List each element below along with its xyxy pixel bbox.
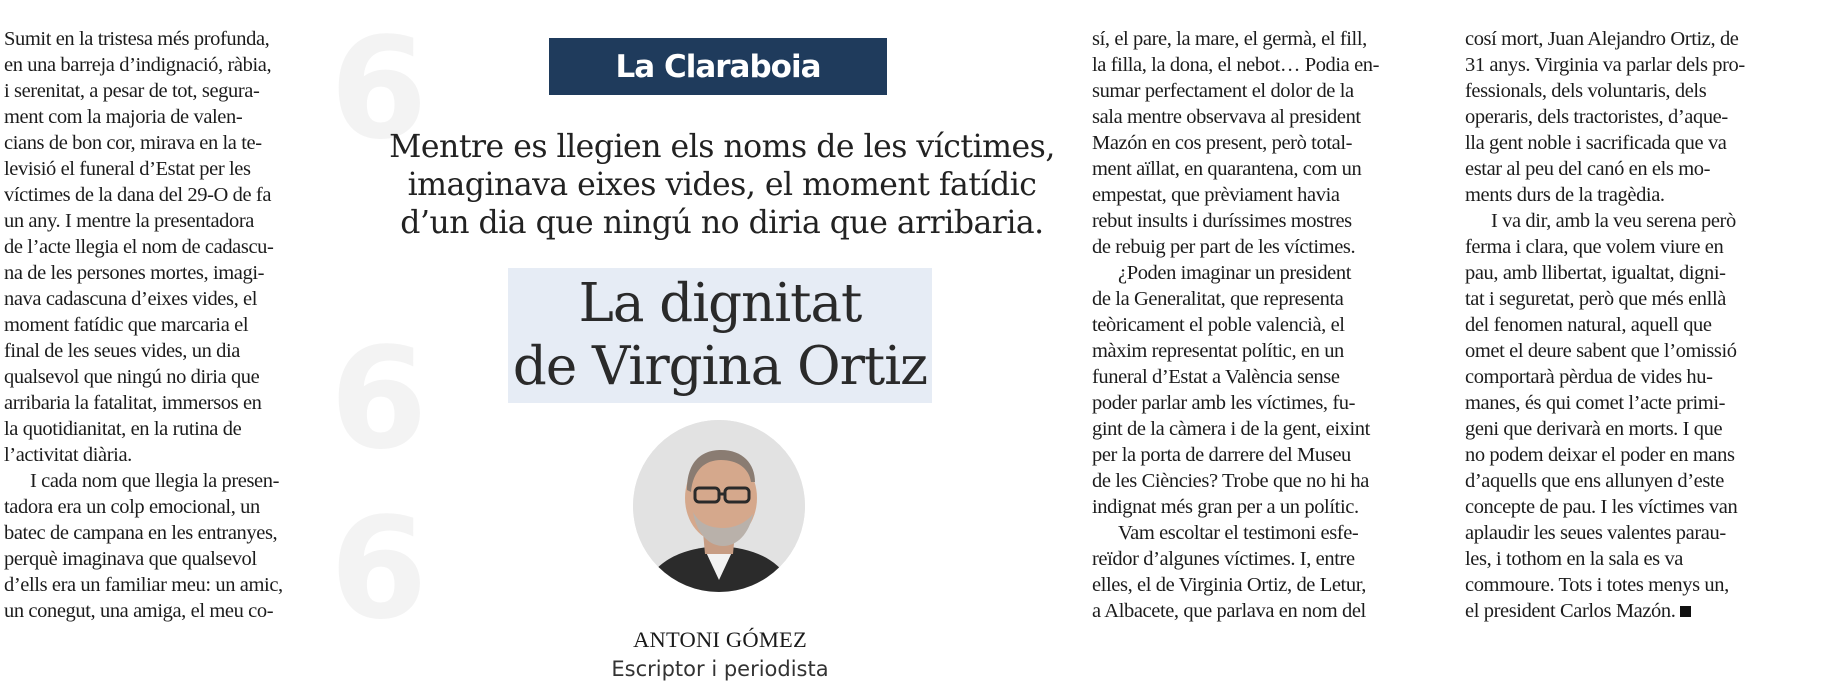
- body-text-line: elles, el de Virginia Ortiz, de Letur,: [1092, 574, 1367, 596]
- lede-line: d’un dia que ningú no diria que arribaria.: [400, 205, 1044, 241]
- body-text-line: lla gent noble i sacrificada que va: [1465, 132, 1727, 154]
- body-text-line: levisió el funeral d’Estat per les: [4, 158, 251, 180]
- body-text-line: de l’acte llegia el nom de cadascu-: [4, 236, 274, 258]
- body-text-line: I va dir, amb la veu serena però: [1491, 210, 1736, 232]
- background-watermark: 6: [330, 488, 428, 651]
- author-photo: [633, 420, 805, 592]
- body-text-line: gint de la càmera i de la gent, eixint: [1092, 418, 1370, 440]
- body-text-line: la filla, la dona, el nebot… Podia en-: [1092, 54, 1380, 76]
- body-text-line: operaris, dels tractoristes, d’aque-: [1465, 106, 1728, 128]
- body-text-line: el president Carlos Mazón.: [1465, 598, 1830, 624]
- body-text-line: 31 anys. Virginia va parlar dels pro-: [1465, 54, 1745, 76]
- body-text-line: empestat, que prèviament havia: [1092, 184, 1340, 206]
- article-column-1: [4, 26, 344, 624]
- article-column-2: [1092, 26, 1454, 624]
- body-text-line: ments durs de la tragèdia.: [1465, 184, 1665, 206]
- body-text-line: omet el deure sabent que l’omissió: [1465, 340, 1737, 362]
- body-text-line: reïdor d’algunes víctimes. I, entre: [1092, 548, 1355, 570]
- body-text-line: cians de bon cor, mirava en la te-: [4, 132, 262, 154]
- body-text-line: ferma i clara, que volem viure en: [1465, 236, 1724, 258]
- lede-quote: [372, 128, 1072, 242]
- body-text-line: sala mentre observava al president: [1092, 106, 1361, 128]
- body-text-line: arribaria la fatalitat, immersos en: [4, 392, 262, 414]
- lede-line: Mentre es llegien els noms de les víctimes,: [389, 129, 1055, 165]
- body-text-line: perquè imaginava que qualsevol: [4, 548, 257, 570]
- headline-line: de Virgina Ortiz: [512, 336, 928, 397]
- body-text-line: víctimes de la dana del 29-O de fa: [4, 184, 272, 206]
- body-text-line: tat i seguretat, però que més enllà: [1465, 288, 1726, 310]
- body-text-line: indignat més gran per a un polític.: [1092, 496, 1359, 518]
- headline-line: La dignitat: [578, 273, 862, 334]
- body-text-line: l’activitat diària.: [4, 444, 132, 466]
- section-tag: [549, 38, 887, 95]
- body-text-line: cosí mort, Juan Alejandro Ortiz, de: [1465, 28, 1739, 50]
- body-text-line: fessionals, dels voluntaris, dels: [1465, 80, 1707, 102]
- body-text-line: funeral d’Estat a València sense: [1092, 366, 1340, 388]
- body-text-line: commoure. Tots i totes menys un,: [1465, 574, 1729, 596]
- body-text-line: I cada nom que llegia la presen-: [30, 470, 280, 492]
- body-text-line: un any. I mentre la presentadora: [4, 210, 254, 232]
- body-text-line: en una barreja d’indignació, ràbia,: [4, 54, 272, 76]
- body-text-line: les, i tothom en la sala es va: [1465, 548, 1683, 570]
- body-text-line: per la porta de darrere del Museu: [1092, 444, 1351, 466]
- body-text-line: poder parlar amb les víctimes, fu-: [1092, 392, 1356, 414]
- body-text-line: no podem deixar el poder en mans: [1465, 444, 1735, 466]
- body-text-line: aplaudir les seues valentes parau-: [1465, 522, 1726, 544]
- body-text-line: Mazón en cos present, però total-: [1092, 132, 1353, 154]
- body-text-line: màxim representat polític, en un: [1092, 340, 1344, 362]
- body-text-line: ment aïllat, en quarantena, com un: [1092, 158, 1362, 180]
- author-name: ANTONI GÓMEZ: [633, 627, 807, 652]
- body-text-line: comportarà pèrdua de vides hu-: [1465, 366, 1713, 388]
- body-text-line: concepte de pau. I les víctimes van: [1465, 496, 1738, 518]
- body-text-line: moment fatídic que marcaria el: [4, 314, 249, 336]
- body-text-line: del fenomen natural, aquell que: [1465, 314, 1712, 336]
- section-tag-label: La Claraboia: [615, 48, 821, 85]
- body-text-line: sumar perfectament el dolor de la: [1092, 80, 1354, 102]
- body-text-line: ment com la majoria de valen-: [4, 106, 243, 128]
- body-text-line: manes, és qui comet l’acte primi-: [1465, 392, 1726, 414]
- end-of-article-mark: [1680, 606, 1691, 617]
- background-watermark: 6: [330, 8, 428, 171]
- body-text-line: d’ells era un familiar meu: un amic,: [4, 574, 283, 596]
- body-text-line: nava cadascuna d’eixes vides, el: [4, 288, 258, 310]
- body-text-line: teòricament el poble valencià, el: [1092, 314, 1345, 336]
- body-text-line: estar al peu del canó en els mo-: [1465, 158, 1711, 180]
- body-text-line: un conegut, una amiga, el meu co-: [4, 600, 274, 622]
- body-text-line: i serenitat, a pesar de tot, segura-: [4, 80, 260, 102]
- body-text-line: de rebuig per part de les víctimes.: [1092, 236, 1356, 258]
- body-text-line: pau, amb llibertat, igualtat, digni-: [1465, 262, 1726, 284]
- background-watermark: 6: [330, 318, 428, 481]
- author-role: Escriptor i periodista: [611, 657, 829, 681]
- body-text-line: rebut insults i duríssimes mostres: [1092, 210, 1352, 232]
- article-column-3: [1465, 26, 1830, 624]
- body-text-line: qualsevol que ningú no diria que: [4, 366, 260, 388]
- body-text-line: d’aquells que ens allunyen d’este: [1465, 470, 1724, 492]
- body-text-line: geni que derivarà en morts. I que: [1465, 418, 1723, 440]
- body-text-line: a Albacete, que parlava en nom del: [1092, 600, 1366, 622]
- body-text-line: de les Ciències? Trobe que no hi ha: [1092, 470, 1369, 492]
- article-headline: [470, 272, 970, 398]
- body-text-line: tadora era un colp emocional, un: [4, 496, 260, 518]
- body-text-line: batec de campana en les entranyes,: [4, 522, 278, 544]
- body-text-line: Sumit en la tristesa més profunda,: [4, 28, 270, 50]
- body-text-line: sí, el pare, la mare, el germà, el fill,: [1092, 28, 1367, 50]
- lede-line: imaginava eixes vides, el moment fatídic: [407, 167, 1037, 203]
- body-text-line: final de les seues vides, un dia: [4, 340, 240, 362]
- body-text-line: de la Generalitat, que representa: [1092, 288, 1344, 310]
- body-text-line: na de les persones mortes, imagi-: [4, 262, 265, 284]
- body-text-line: Vam escoltar el testimoni esfe-: [1118, 522, 1359, 544]
- body-text-line: ¿Poden imaginar un president: [1118, 262, 1352, 284]
- body-text-line: la quotidianitat, en la rutina de: [4, 418, 242, 440]
